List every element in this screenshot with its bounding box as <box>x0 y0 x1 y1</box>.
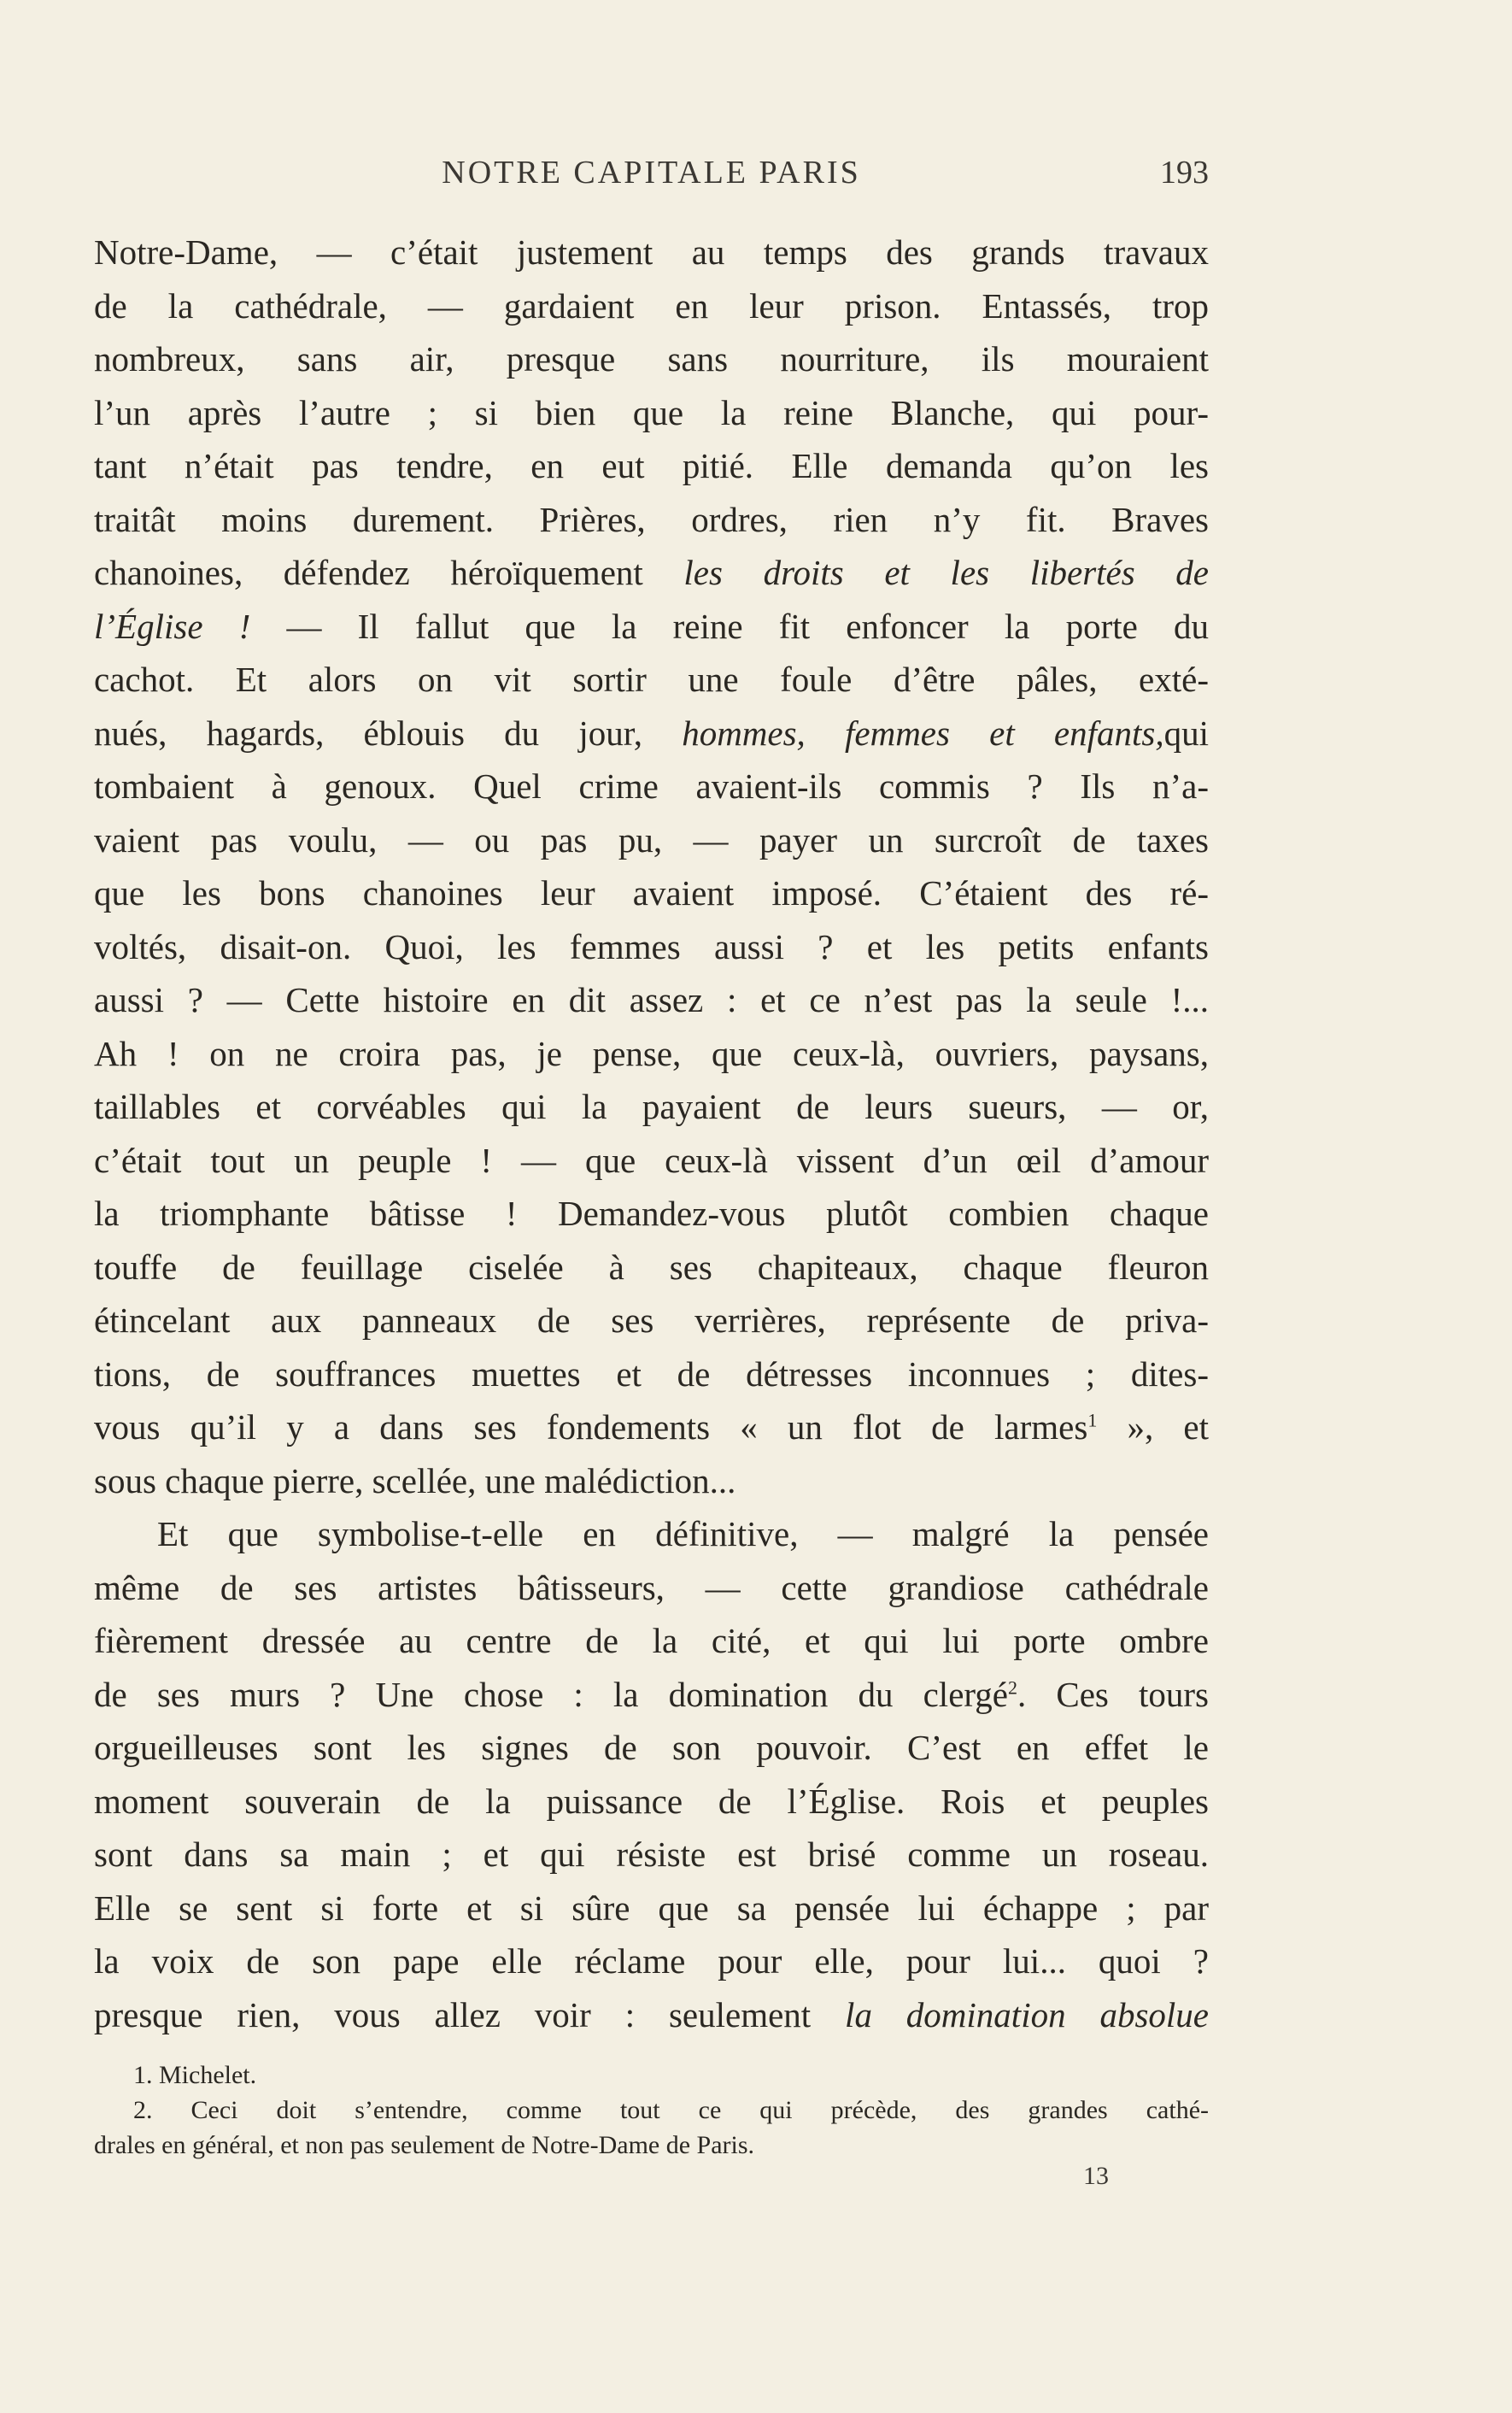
text-segment: la voix de son pape elle réclame pour elle, pour lui... quoi ? <box>94 1941 1209 1981</box>
text-segment: qui <box>1163 713 1209 753</box>
text-segment: la triomphante bâtisse ! Demandez-vous plutôt combien chaque <box>94 1194 1209 1233</box>
text-segment: Elle se sent si forte et si sûre que sa pensée lui échappe ; par <box>94 1888 1209 1928</box>
text-line <box>94 1347 1209 1401</box>
text-line <box>94 973 1209 1027</box>
text-segment: que les bons chanoines leur avaient imposé. C’étaient des ré- <box>94 873 1209 913</box>
text-line <box>94 1187 1209 1241</box>
italic-text: hommes, femmes et enfants, <box>682 713 1164 753</box>
italic-text: la domination absolue <box>845 1994 1209 2034</box>
text-segment: tombaient à genoux. Quel crime avaient-ils commis ? Ils n’a- <box>94 766 1209 806</box>
text-segment: moment souverain de la puissance de l’Église. Rois et peuples <box>94 1781 1209 1821</box>
text-line <box>94 760 1209 813</box>
text-segment: taillables et corvéables qui la payaient de leurs sueurs, — or, <box>94 1087 1209 1126</box>
text-line <box>94 1294 1209 1347</box>
text-line <box>94 1882 1209 1935</box>
text-line <box>94 546 1209 600</box>
text-segment: même de ses artistes bâtisseurs, — cette grandiose cathédrale <box>94 1567 1209 1607</box>
text-line <box>94 1400 1209 1454</box>
text-line <box>94 813 1209 867</box>
text-segment: presque rien, vous allez voir : seulement <box>94 1994 846 2034</box>
footnote-line: 1. Michelet. <box>133 2061 257 2089</box>
footnote-line: 2. Ceci doit s’entendre, comme tout ce qui précède, des grandes cathé- <box>133 2096 1209 2124</box>
text-line <box>94 1080 1209 1134</box>
text-line <box>94 1241 1209 1295</box>
footnote-ref: 1 <box>1087 1409 1098 1431</box>
text-line <box>94 600 1209 654</box>
running-title: NOTRE CAPITALE PARIS <box>442 155 861 191</box>
text-segment: chanoines, défendez héroïquement <box>94 553 684 592</box>
text-segment: l’un après l’autre ; si bien que la reine Blanche, qui pour- <box>94 392 1209 432</box>
text-line <box>94 920 1209 974</box>
text-line <box>94 1828 1209 1882</box>
signature-mark: 13 <box>1083 2162 1109 2190</box>
text-line <box>94 1027 1209 1081</box>
text-segment: cachot. Et alors on vit sortir une foule d’être pâles, exté- <box>94 660 1209 699</box>
text-segment: tant n’était pas tendre, en eut pitié. Elle demanda qu’on les <box>94 446 1209 485</box>
text-segment: aussi ? — Cette histoire en dit assez : et ce n’est pas la seule !... <box>94 980 1209 1019</box>
footnotes <box>94 2058 1209 2163</box>
text-segment: Et que symbolise-t-elle en définitive, — malgré la pensée <box>157 1514 1209 1553</box>
page-number: 193 <box>1160 155 1209 191</box>
text-segment: nombreux, sans air, presque sans nourriture, ils mouraient <box>94 339 1209 379</box>
text-segment: fièrement dressée au centre de la cité, et qui lui porte ombre <box>94 1621 1209 1660</box>
text-line <box>94 1668 1209 1722</box>
footnote-line: drales en général, et non pas seulement de Notre-Dame de Paris. <box>94 2131 755 2159</box>
text-line <box>94 386 1209 440</box>
text-line <box>94 1935 1209 1988</box>
text-line <box>94 653 1209 707</box>
text-segment: — Il fallut que la reine fit enfoncer la porte du <box>250 606 1209 646</box>
text-line <box>94 279 1209 333</box>
text-line <box>94 1454 1209 1508</box>
text-line <box>94 1775 1209 1829</box>
text-segment: touffe de feuillage ciselée à ses chapiteaux, chaque fleuron <box>94 1247 1209 1287</box>
text-line <box>94 1614 1209 1668</box>
text-segment: Ah ! on ne croira pas, je pense, que ceux-là, ouvriers, paysans, <box>94 1033 1209 1073</box>
italic-text: l’Église ! <box>94 606 251 646</box>
text-segment: vous qu’il y a dans ses fondements « un flot de larmes <box>94 1407 1088 1447</box>
text-segment: de la cathédrale, — gardaient en leur prison. Entassés, trop <box>94 285 1209 326</box>
text-segment: de ses murs ? Une chose : la domination du clergé <box>94 1674 1008 1714</box>
text-segment: orgueilleuses sont les signes de son pouvoir. C’est en effet le <box>94 1728 1209 1767</box>
text-segment: traitât moins durement. Prières, ordres, rien n’y fit. Braves <box>94 499 1209 539</box>
text-line <box>94 707 1209 760</box>
text-segment: », et <box>1097 1407 1209 1447</box>
text-segment: étincelant aux panneaux de ses verrières, représente de priva- <box>94 1300 1209 1340</box>
text-segment: . Ces tours <box>1017 1674 1209 1714</box>
italic-text: les droits et les libertés de <box>683 553 1209 592</box>
text-segment: c’était tout un peuple ! — que ceux-là vissent d’un œil d’amour <box>94 1140 1209 1180</box>
text-segment: vaient pas voulu, — ou pas pu, — payer un surcroît de taxes <box>94 819 1209 860</box>
text-line <box>94 493 1209 547</box>
text-line <box>94 439 1209 493</box>
text-line <box>94 1721 1209 1775</box>
text-line <box>94 1561 1209 1615</box>
text-line <box>94 332 1209 386</box>
text-line <box>94 866 1209 920</box>
body-text <box>94 226 1209 2041</box>
text-line <box>94 1134 1209 1188</box>
text-segment: tions, de souffrances muettes et de détresses inconnues ; dites- <box>94 1353 1209 1394</box>
text-segment: sous chaque pierre, scellée, une malédiction... <box>94 1460 736 1500</box>
text-segment: Notre-Dame, — c’était justement au temps des grands travaux <box>94 232 1209 272</box>
footnote-ref: 2 <box>1008 1676 1017 1698</box>
running-head <box>94 154 1209 205</box>
text-line <box>94 226 1209 279</box>
text-segment: voltés, disait-on. Quoi, les femmes aussi ? et les petits enfants <box>94 926 1209 966</box>
text-line <box>94 1988 1209 2042</box>
text-segment: nués, hagards, éblouis du jour, <box>94 713 683 753</box>
text-segment: sont dans sa main ; et qui résiste est brisé comme un roseau. <box>94 1835 1209 1874</box>
text-line <box>94 1507 1209 1561</box>
